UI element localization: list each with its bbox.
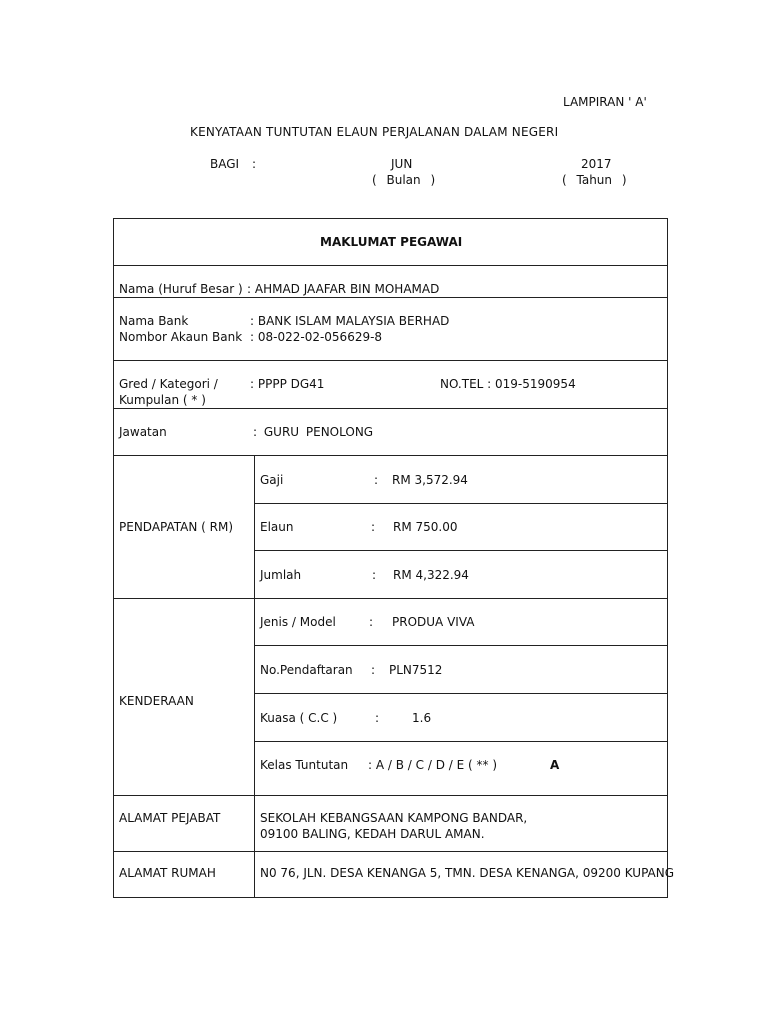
column-divider (254, 455, 255, 898)
divider (254, 503, 668, 504)
divider (113, 851, 668, 852)
divider (113, 297, 668, 298)
position-label: Jawatan (119, 425, 167, 439)
claim-class-value: A (550, 758, 560, 772)
registration-value: PLN7512 (389, 663, 443, 677)
bagi-label: BAGI (210, 157, 240, 171)
phone-number: NO.TEL : 019-5190954 (440, 377, 576, 391)
income-label: PENDAPATAN ( RM) (119, 520, 234, 534)
claim-class-label: Kelas Tuntutan (260, 758, 349, 772)
home-address-value: N0 76, JLN. DESA KENANGA 5, TMN. DESA KENANGA, 09200 KUPANG (260, 866, 675, 880)
position-value: : GURU PENOLONG (253, 425, 374, 439)
divider (254, 550, 668, 551)
office-address-label: ALAMAT PEJABAT (119, 811, 221, 825)
year-caption: ( Tahun ) (562, 173, 627, 187)
bank-name-label: Nama Bank (119, 314, 189, 328)
grade-label: Gred / Kategori / (119, 377, 218, 391)
salary-value: RM 3,572.94 (392, 473, 468, 487)
group-label: Kumpulan ( * ) (119, 393, 206, 407)
allowance-value: RM 750.00 (393, 520, 458, 534)
office-address-line2: 09100 BALING, KEDAH DARUL AMAN. (260, 827, 485, 841)
allowance-label: Elaun (260, 520, 294, 534)
divider (254, 693, 668, 694)
engine-capacity-colon: : (375, 711, 380, 725)
divider (254, 741, 668, 742)
vehicle-model-value: PRODUA VIVA (392, 615, 475, 629)
divider (113, 408, 668, 409)
total-colon: : (372, 568, 377, 582)
month-caption: ( Bulan ) (372, 173, 436, 187)
lampiran-label: LAMPIRAN ' A' (563, 95, 647, 109)
registration-label: No.Pendaftaran (260, 663, 353, 677)
divider (113, 598, 668, 599)
nama-value: : AHMAD JAAFAR BIN MOHAMAD (247, 282, 440, 296)
account-number-value: : 08-022-02-056629-8 (250, 330, 383, 344)
total-value: RM 4,322.94 (393, 568, 469, 582)
salary-colon: : (374, 473, 379, 487)
engine-capacity-value: 1.6 (412, 711, 432, 725)
divider (254, 645, 668, 646)
vehicle-model-label: Jenis / Model (260, 615, 336, 629)
divider (113, 360, 668, 361)
salary-label: Gaji (260, 473, 284, 487)
account-number-label: Nombor Akaun Bank (119, 330, 243, 344)
grade-value: : PPPP DG41 (250, 377, 325, 391)
vehicle-label: KENDERAAN (119, 694, 194, 708)
nama-label: Nama (Huruf Besar ) (119, 282, 243, 296)
year-value: 2017 (581, 157, 612, 171)
vehicle-model-colon: : (369, 615, 374, 629)
bagi-colon: : (252, 157, 257, 171)
allowance-colon: : (371, 520, 376, 534)
month-value: JUN (391, 157, 413, 171)
office-address-line1: SEKOLAH KEBANGSAAN KAMPONG BANDAR, (260, 811, 528, 825)
document-title: KENYATAAN TUNTUTAN ELAUN PERJALANAN DALAM NEGERI (190, 125, 559, 139)
divider (113, 455, 668, 456)
divider (113, 265, 668, 266)
total-label: Jumlah (260, 568, 302, 582)
engine-capacity-label: Kuasa ( C.C ) (260, 711, 338, 725)
claim-class-options: : A / B / C / D / E ( ** ) (368, 758, 497, 772)
divider (113, 795, 668, 796)
registration-colon: : (371, 663, 376, 677)
section-title: MAKLUMAT PEGAWAI (320, 235, 463, 249)
bank-name-value: : BANK ISLAM MALAYSIA BERHAD (250, 314, 450, 328)
home-address-label: ALAMAT RUMAH (119, 866, 216, 880)
